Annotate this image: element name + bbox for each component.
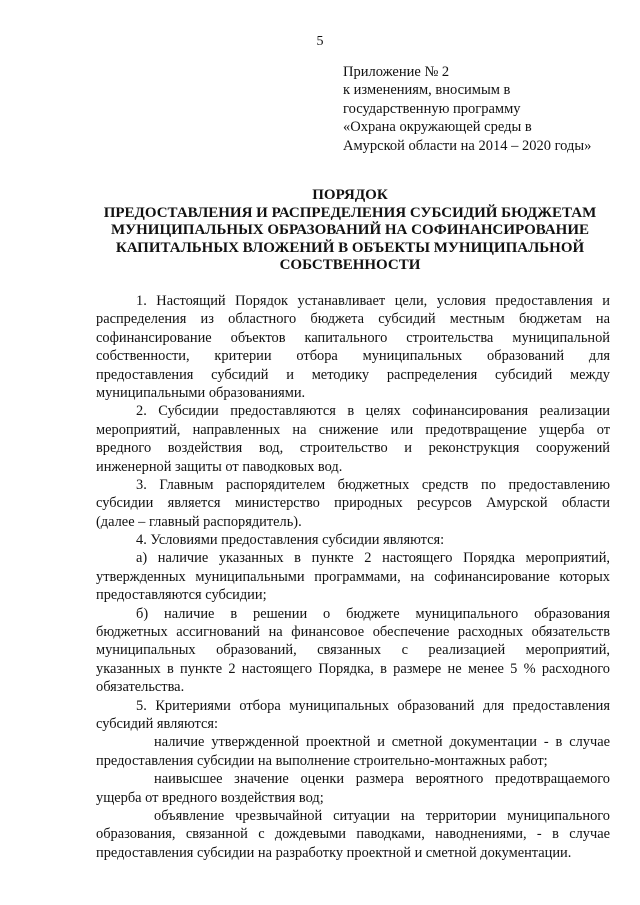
body-line: обязательства. — [96, 679, 185, 696]
body-line: 1. Настоящий Порядок устанавливает цели, условия предоставления и — [136, 293, 610, 309]
body-line: предоставляются субсидии; — [96, 587, 267, 604]
body-line: предоставления субсидии на выполнение строительно-монтажных работ; — [96, 752, 548, 769]
heading-line: СОБСТВЕННОСТИ — [279, 257, 421, 274]
body-line: а) наличие указанных в пункте 2 настоящего Порядка мероприятий, — [136, 550, 610, 567]
body-line: субсидии является министерство природных ресурсов Амурской области — [96, 495, 610, 512]
appendix-line: «Охрана окружающей среды в — [343, 119, 532, 136]
body-line: утвержденных муниципальными программами, на софинансирование которых — [96, 568, 610, 585]
body-line: наивысшее значение оценки размера вероятного предотвращаемого — [154, 771, 610, 788]
body-line: субсидий являются: — [96, 715, 218, 732]
heading-line: МУНИЦИПАЛЬНЫХ ОБРАЗОВАНИЙ НА СОФИНАНСИРОВАНИЕ — [110, 222, 590, 239]
body-line: вредного воздействия вод, строительство и реконструкция сооружений — [96, 440, 610, 457]
body-line: объявление чрезвычайной ситуации на территории муниципального — [154, 807, 610, 824]
body-line: (далее – главный распорядитель). — [96, 513, 302, 530]
heading-line: ПОРЯДОК — [312, 187, 388, 203]
appendix-note — [343, 63, 633, 155]
body-line: 2. Субсидии предоставляются в целях софинансирования реализации — [136, 403, 610, 420]
body-line: муниципальными образованиями. — [96, 384, 306, 401]
body-line: мероприятий, направленных на снижение или предотвращение ущерба от — [96, 421, 610, 438]
appendix-line: Амурской области на 2014 – 2020 годы» — [343, 137, 592, 154]
body-line: муниципальных образований, связанных с реализацией мероприятий, — [96, 642, 610, 659]
body-line: наличие утвержденной проектной и сметной документации - в случае — [154, 734, 610, 751]
body-line: б) наличие в решении о бюджете муниципального образования — [136, 605, 610, 622]
body-line: ущерба от вредного воздействия вод; — [96, 789, 324, 806]
body-line: указанных в пункте 2 настоящего Порядка, в размере не менее 5 % расходного — [96, 660, 610, 677]
appendix-line: государственную программу — [343, 100, 521, 117]
body-line: софинансирование объектов капитального строительства муниципальной — [96, 329, 610, 346]
body-line: предоставления субсидии на разработку проектной и сметной документации. — [96, 844, 572, 861]
body-line: распределения из областного бюджета субсидий местным бюджетам на — [96, 311, 610, 328]
body-line: бюджетных ассигнований на финансовое обеспечение расходных обязательств — [96, 624, 610, 641]
body-line: 5. Критериями отбора муниципальных образований для предоставления — [136, 697, 610, 714]
appendix-line: Приложение № 2 — [343, 64, 450, 80]
body-line: 4. Условиями предоставления субсидии являются: — [136, 532, 445, 549]
body-line: собственности, критерии отбора муниципальных образований для — [96, 348, 610, 365]
body-line: 3. Главным распорядителем бюджетных средств по предоставлению — [136, 476, 610, 493]
document-body — [96, 292, 610, 862]
document-heading — [90, 187, 610, 275]
appendix-line: к изменениям, вносимым в — [343, 82, 511, 99]
body-line: образования, связанной с дождевыми паводками, наводнениями, - в случае — [96, 826, 610, 843]
heading-line: КАПИТАЛЬНЫХ ВЛОЖЕНИЙ В ОБЪЕКТЫ МУНИЦИПАЛЬНОЙ — [115, 239, 585, 256]
heading-line: ПРЕДОСТАВЛЕНИЯ И РАСПРЕДЕЛЕНИЯ СУБСИДИЙ БЮДЖЕТАМ — [103, 204, 597, 221]
body-line: инженерной защиты от паводковых вод. — [96, 458, 343, 475]
body-line: предоставления субсидий и методику распределения субсидий между — [96, 366, 610, 383]
page-number: 5 — [316, 34, 324, 49]
